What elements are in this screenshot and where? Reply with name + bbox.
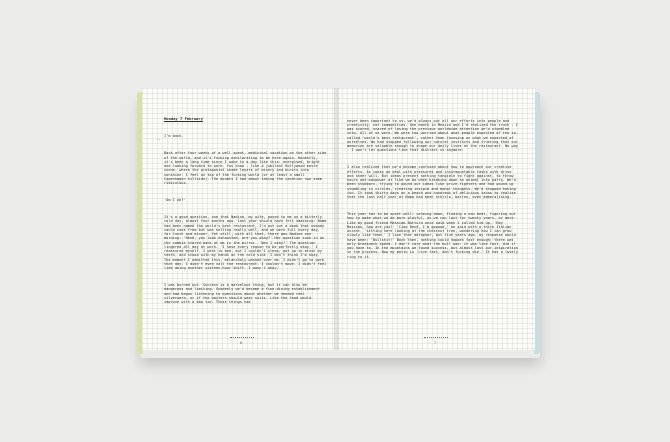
- footer-divider: [230, 337, 254, 338]
- paragraph: This year has to be spent well: calming down, finding a new beat, figuring out how to make what we do more playful, as we can last for twenty years, or more. Like my good friend Massimo Bottura once said when I called him up, 'Hey Massimo, how are you?' 'Ciao René, I'm gooood,' he said with a thick Italian accent, 'sitting here looking at the chestnut tree, wondering how I can grow slowly like them.' I love that metaphor, but five years ago, my response would have been: 'Bullshit!' Back then, nothing could happen fast enough; there was only breakneck speed. I don't care what the bull was: it was like fast, did if you have to. In the mountains we found success, but almost lost our inspiration in the process. Now my motto is 'Live fast, don't fucking die.' It has a lovely ring to it.: [347, 212, 521, 259]
- book-spine: [334, 88, 339, 350]
- left-page-text: [164, 108, 328, 317]
- margin-marker: ··: [156, 137, 161, 142]
- left-page: [142, 88, 336, 350]
- paragraph: 'Am I ok?': [164, 198, 186, 202]
- paragraph: Back after four weeks of a well spent, medicinal vacation on the other side of the world, and it's fucking exhilarating to be here again. Honestly, it's been a long time since I woke to a day like this: energised, bright and looking forward to work. You know - like a jubilant Hollywood movie scene, where the protagonist shade layers of misery and bursts into sunshine. I feel on top of the fucking world (or at least a small Copenhagen hillside). The doubts I had about taking the vacation now seem ridiculous.: [164, 151, 329, 185]
- footer-divider: [424, 337, 448, 338]
- paragraph: I'm back.: [164, 134, 184, 139]
- entry-date: Monday 7 February: [164, 115, 203, 121]
- page-number: 6: [240, 341, 243, 345]
- paragraph: I also realized that we'd become confused about how to approach our creative efforts. As cooks we deal with pressures and insurmountable tasks with drive and sheer will. But ideas present nothing tangible to fight against, to throw hours and manpower at like we do when breaking down an animal into parts. We'd been stubborn, trying to pound out ideas like prize-fighters and had wound up stumbling in circles, creating insipid and banal thoughts. We'd stopped having fun. It took thirty days on a beach and hundreds of delicious tacos to realise that the last half-year at Noma had been sterile, barren, even demoralising.: [347, 165, 518, 199]
- page-number: 7: [434, 341, 437, 345]
- paragraph: never been important to us; we'd always put all our efforts into people and creativity, not commodities. One month in Mexico and I'd realized the truth - I was scared, scared of losing the previous worldwide attention we'd stumbled into. All of us were. We were too worried about what people expected of the so-called 'world's best restaurant', rather than focusing on what we expected of ourselves. We had stopped following our natural instincts and trusting that our memories are valuable enough to shape our daily lives at the restaurant. No way - I won't let questions like that distract us anymore.: [347, 118, 521, 153]
- right-page: [337, 88, 535, 350]
- right-page-text: [347, 110, 519, 272]
- paragraph: I was burned out. Success is a marvelous thing, but it can also be dangerous and limiting. Suddenly we'd become a fine-dining establishment and had begun listening to questions about whether we needed real silverware, or if the waiters should wear suits. Like the food would improve with a bow tie. Those things had: [164, 283, 322, 304]
- paragraph: It's a good question, one that Nadine, my wife, posed to me on a bitterly cold day, almost four months ago. Last year should have felt smashing: Noma had been named the world's best restaurant, I'd put out a book that nobody could cook from but was selling really well, and we were full every day, for lunch and dinner. Yet still, with all that, there was Nadine one morning: 'René, you look exhausted, are you okay?' Her question sunk in as the zombie stared back at me in the mirror. 'Was I okay?' The question lingered all day at work. 'I have every reason to be perfectly okay,' I reassured myself. I went to bed, but I couldn't sleep, got up to brush my teeth, and stood with my hands on the cold sink 'I don't think I'm okay.' The moment I admitted this, melancholy washed over me. I didn't go to work that day. I didn't even call the restaurant. I couldn't move. I didn't feel like doing another sixteen-hour shift. I wasn't okay.: [164, 215, 329, 270]
